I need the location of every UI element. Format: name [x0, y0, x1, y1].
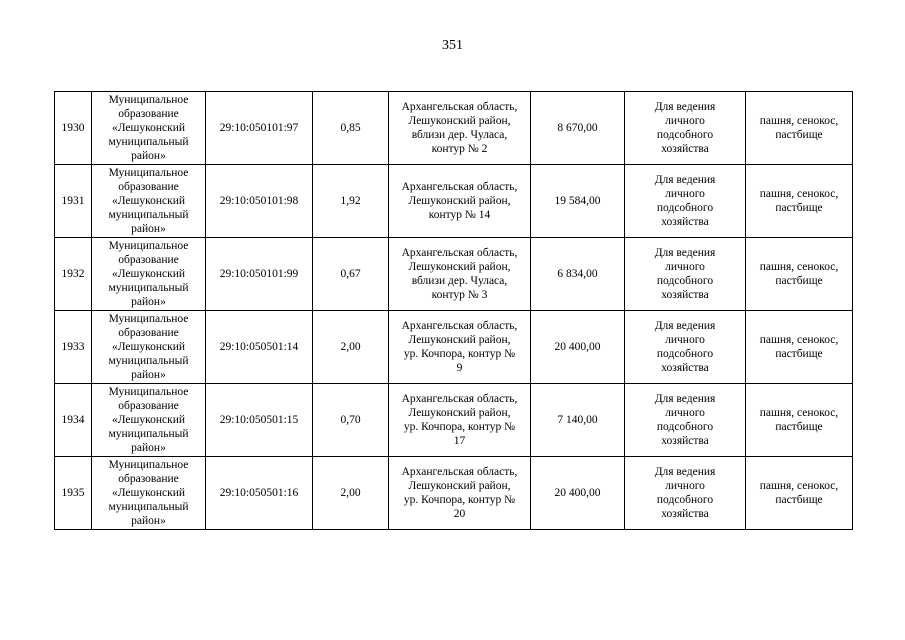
area-cell: 2,00 — [313, 311, 389, 384]
purpose-cell: Для ведения личного подсобного хозяйства — [625, 165, 746, 238]
table-row — [55, 311, 853, 384]
value-cell: 6 834,00 — [531, 238, 625, 311]
cadastral-number-cell: 29:10:050101:97 — [206, 92, 313, 165]
purpose-cell: Для ведения личного подсобного хозяйства — [625, 384, 746, 457]
row-number-cell: 1931 — [55, 165, 92, 238]
land-type-cell: пашня, сенокос, пастбище — [746, 238, 853, 311]
cadastral-number-cell: 29:10:050501:15 — [206, 384, 313, 457]
cadastral-number-cell: 29:10:050501:14 — [206, 311, 313, 384]
land-type-cell: пашня, сенокос, пастбище — [746, 92, 853, 165]
location-cell: Архангельская область, Лешуконский район, контур № 14 — [389, 165, 531, 238]
owner-cell: Муниципальное образование «Лешуконский муниципальный район» — [92, 457, 206, 530]
land-type-cell: пашня, сенокос, пастбище — [746, 311, 853, 384]
value-cell: 8 670,00 — [531, 92, 625, 165]
table-row — [55, 92, 853, 165]
table-row — [55, 165, 853, 238]
location-cell: Архангельская область, Лешуконский район, ур. Кочпора, контур № 17 — [389, 384, 531, 457]
purpose-cell: Для ведения личного подсобного хозяйства — [625, 457, 746, 530]
row-number-cell: 1932 — [55, 238, 92, 311]
owner-cell: Муниципальное образование «Лешуконский муниципальный район» — [92, 92, 206, 165]
purpose-cell: Для ведения личного подсобного хозяйства — [625, 92, 746, 165]
row-number-cell: 1935 — [55, 457, 92, 530]
owner-cell: Муниципальное образование «Лешуконский муниципальный район» — [92, 311, 206, 384]
area-cell: 1,92 — [313, 165, 389, 238]
land-type-cell: пашня, сенокос, пастбище — [746, 165, 853, 238]
land-plots-table — [54, 91, 853, 530]
area-cell: 0,85 — [313, 92, 389, 165]
table-row — [55, 238, 853, 311]
purpose-cell: Для ведения личного подсобного хозяйства — [625, 311, 746, 384]
table-row — [55, 384, 853, 457]
owner-cell: Муниципальное образование «Лешуконский муниципальный район» — [92, 165, 206, 238]
table-row — [55, 457, 853, 530]
row-number-cell: 1930 — [55, 92, 92, 165]
value-cell: 20 400,00 — [531, 311, 625, 384]
cadastral-number-cell: 29:10:050101:99 — [206, 238, 313, 311]
value-cell: 20 400,00 — [531, 457, 625, 530]
purpose-cell: Для ведения личного подсобного хозяйства — [625, 238, 746, 311]
row-number-cell: 1933 — [55, 311, 92, 384]
value-cell: 19 584,00 — [531, 165, 625, 238]
cadastral-number-cell: 29:10:050101:98 — [206, 165, 313, 238]
area-cell: 0,67 — [313, 238, 389, 311]
area-cell: 2,00 — [313, 457, 389, 530]
owner-cell: Муниципальное образование «Лешуконский муниципальный район» — [92, 384, 206, 457]
cadastral-number-cell: 29:10:050501:16 — [206, 457, 313, 530]
page-number: 351 — [442, 38, 463, 53]
location-cell: Архангельская область, Лешуконский район, ур. Кочпора, контур № 20 — [389, 457, 531, 530]
location-cell: Архангельская область, Лешуконский район, вблизи дер. Чуласа, контур № 2 — [389, 92, 531, 165]
location-cell: Архангельская область, Лешуконский район, ур. Кочпора, контур № 9 — [389, 311, 531, 384]
area-cell: 0,70 — [313, 384, 389, 457]
owner-cell: Муниципальное образование «Лешуконский муниципальный район» — [92, 238, 206, 311]
row-number-cell: 1934 — [55, 384, 92, 457]
land-type-cell: пашня, сенокос, пастбище — [746, 384, 853, 457]
table-body — [55, 92, 853, 530]
location-cell: Архангельская область, Лешуконский район, вблизи дер. Чуласа, контур № 3 — [389, 238, 531, 311]
land-type-cell: пашня, сенокос, пастбище — [746, 457, 853, 530]
value-cell: 7 140,00 — [531, 384, 625, 457]
